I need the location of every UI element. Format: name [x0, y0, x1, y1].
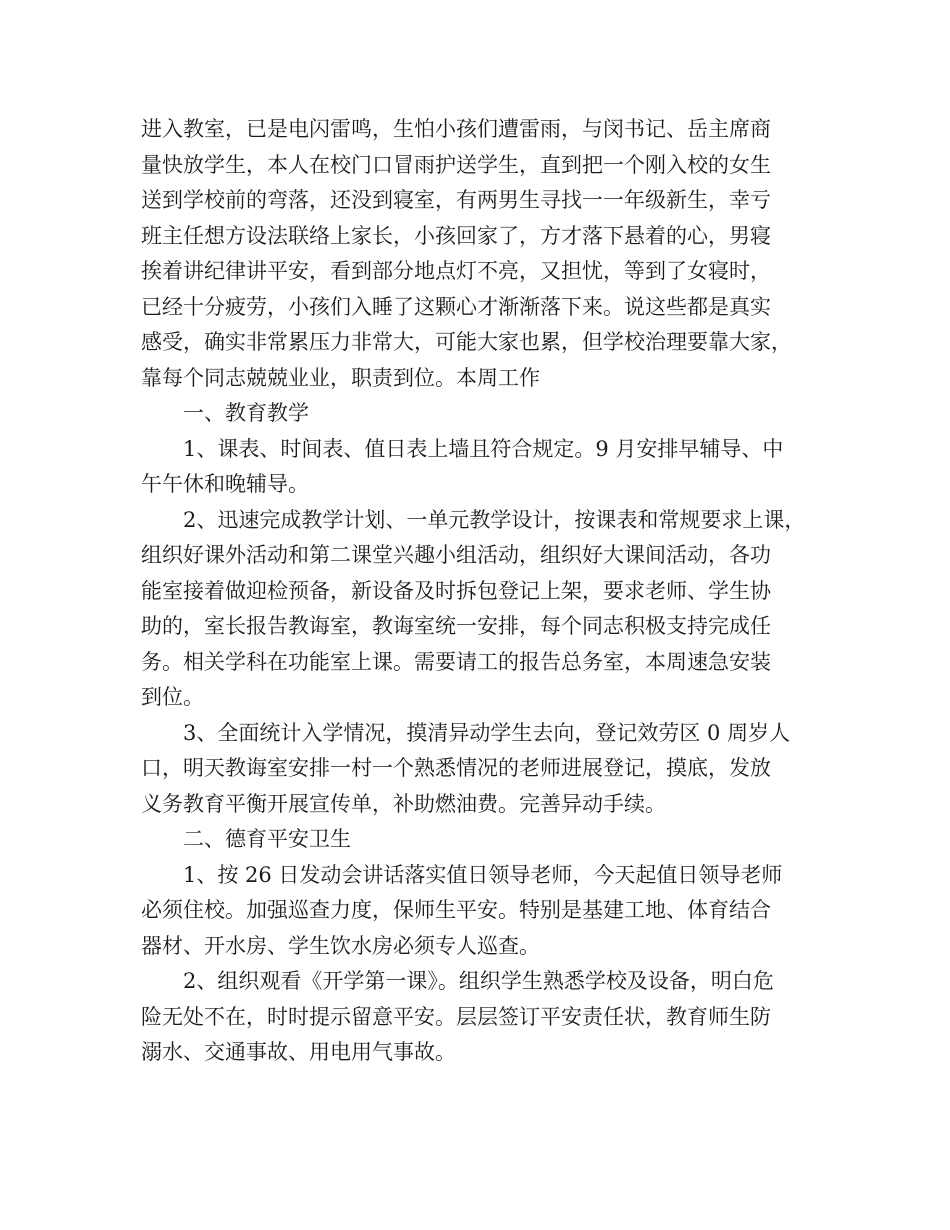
text-line: 必须住校。加强巡查力度，保师生平安。特别是基建工地、体育结合	[141, 898, 771, 922]
text-line: 险无处不在，时时提示留意平安。层层签订平安责任状，教育师生防	[141, 1004, 771, 1029]
paragraph-start-line: 一、教育教学	[183, 401, 309, 425]
document-body	[141, 112, 821, 1071]
text-line: 助的，室长报告教诲室，教诲室统一安排，每个同志积极支持完成任	[141, 614, 771, 638]
text-line: 进入教室，已是电闪雷鸣，生怕小孩们遭雷雨，与闵书记、岳主席商	[141, 117, 771, 141]
paragraph-start-line: 1、课表、时间表、值日表上墙且符合规定。9 月安排早辅导、中	[183, 436, 784, 461]
text-line: 到位。	[141, 685, 204, 709]
text-line: 已经十分疲劳，小孩们入睡了这颗心才渐渐落下来。说这些都是真实	[141, 294, 771, 319]
paragraph-start-line: 2、组织观看《开学第一课》。组织学生熟悉学校及设备，明白危	[183, 969, 774, 993]
text-line: 器材、开水房、学生饮水房必须专人巡查。	[141, 933, 540, 958]
text-line: 感受，确实非常累压力非常大，可能大家也累，但学校治理要靠大家，	[141, 330, 792, 354]
text-line: 能室接着做迎检预备，新设备及时拆包登记上架，要求老师、学生协	[141, 578, 771, 603]
text-line: 量快放学生，本人在校门口冒雨护送学生，直到把一个刚入校的女生	[141, 152, 771, 177]
text-line: 口，明天教诲室安排一村一个熟悉情况的老师进展登记，摸底，发放	[141, 756, 771, 780]
paragraph-start-line: 3、全面统计入学情况，摸清异动学生去向，登记效劳区 0 周岁人	[183, 720, 791, 745]
paragraph-start-line: 1、按 26 日发动会讲话落实值日领导老师，今天起值日领导老师	[183, 862, 783, 887]
text-line: 班主任想方设法联络上家长，小孩回家了，方才落下悬着的心，男寝	[141, 223, 771, 248]
text-line: 挨着讲纪律讲平安，看到部分地点灯不亮，又担忧，等到了女寝时，	[141, 259, 771, 283]
paragraph-start-line: 二、德育平安卫生	[183, 827, 351, 851]
text-line: 送到学校前的弯落，还没到寝室，有两男生寻找一一年级新生，幸亏	[141, 188, 771, 212]
text-line: 组织好课外活动和第二课堂兴趣小组活动，组织好大课间活动，各功	[141, 543, 771, 567]
text-line: 义务教育平衡开展宣传单，补助燃油费。完善异动手续。	[141, 791, 666, 816]
text-line: 靠每个同志兢兢业业，职责到位。本周工作	[141, 365, 540, 390]
paragraph-start-line: 2、迅速完成教学计划、一单元教学设计，按课表和常规要求上课，	[183, 507, 806, 532]
text-line: 午午休和晚辅导。	[141, 472, 309, 496]
text-line: 务。相关学科在功能室上课。需要请工的报告总务室，本周速急安装	[141, 649, 771, 674]
text-line: 溺水、交通事故、用电用气事故。	[141, 1040, 456, 1064]
